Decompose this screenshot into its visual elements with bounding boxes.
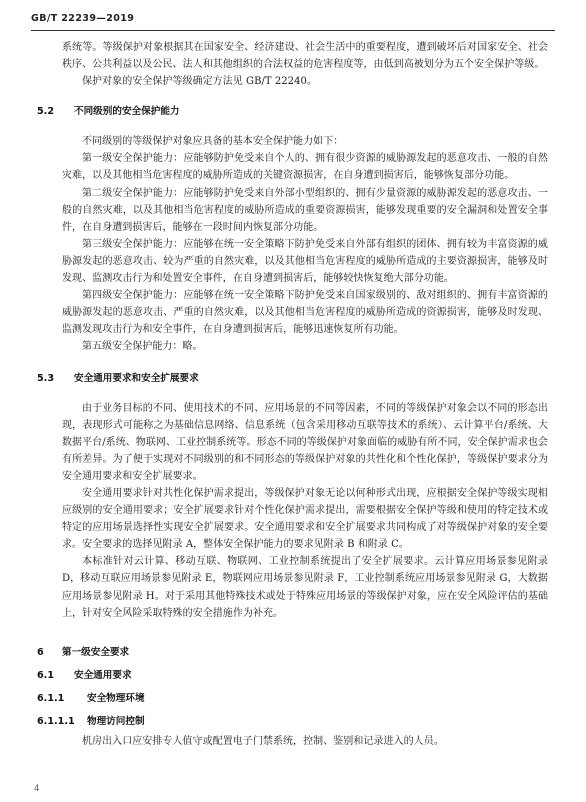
section-6-1-heading bbox=[37, 667, 548, 684]
page-content bbox=[37, 39, 548, 750]
section-title: 物理访问控制 bbox=[87, 715, 145, 727]
standard-code-header: GB/T 22239—2019 bbox=[31, 13, 135, 24]
section-6-1-1-heading bbox=[37, 690, 548, 707]
paragraph: 第三级安全保护能力：应能够在统一安全策略下防护免受来自外部有组织的团体、拥有较为丰富资源的威胁源发起的恶意攻击、较为严重的自然灾难，以及其他相当危害程度的威胁所造成的主要资源损害，能够及时发现、监测攻击行为和处置安全事件，在自身遭到损害后，能够较快恢复绝大部分功能。 bbox=[62, 238, 548, 285]
intro-paragraph-2: 保护对象的安全保护等级确定方法见 GB/T 22240。 bbox=[82, 76, 317, 88]
paragraph: 机房出入口应安排专人值守或配置电子门禁系统，控制、鉴别和记录进入的人员。 bbox=[82, 735, 444, 747]
section-title: 第一级安全要求 bbox=[62, 646, 130, 658]
section-title: 安全通用要求和安全扩展要求 bbox=[74, 372, 199, 384]
header-rule bbox=[31, 30, 555, 31]
paragraph: 第五级安全保护能力：略。 bbox=[82, 341, 203, 353]
section-number: 6 bbox=[37, 646, 44, 658]
intro-paragraph-1: 系统等。等级保护对象根据其在国家安全、经济建设、社会生活中的重要程度，遭到破坏后对国家安全、社会秩序、公共利益以及公民、法人和其他组织的合法权益的危害程度等，由低到高被划分为五个安全保护等级。 bbox=[62, 42, 548, 71]
paragraph: 第四级安全保护能力：应能够在统一安全策略下防护免受来自国家级别的、敌对组织的、拥有丰富资源的威胁源发起的恶意攻击、严重的自然灾难，以及其他相当危害程度的威胁所造成的资源损害，能够及时发现、监测发现攻击行为和安全事件，在自身遭到损害后，能够迅速恢复所有功能。 bbox=[62, 290, 548, 336]
paragraph: 本标准针对云计算、移动互联、物联网、工业控制系统提出了安全扩展要求。云计算应用场景参见附录 D，移动互联应用场景参见附录 E，物联网应用场景参见附录 F，工业控制系统应用场景参见附录 G，大数据应用场景参见附录 H。对于采用其他特殊技术或处于特殊应用场景的等级保护对象，应在安全风险评估的基础上，针对安全风险采取特殊的安全措施作为补充。 bbox=[62, 556, 548, 619]
section-title: 安全通用要求 bbox=[74, 669, 132, 681]
section-number: 6.1.1 bbox=[37, 692, 65, 704]
paragraph: 第二级安全保护能力：应能够防护免受来自外部小型组织的、拥有少量资源的威胁源发起的恶意攻击、一般的自然灾难，以及其他相当危害程度的威胁所造成的重要资源损害，能够发现重要的安全漏洞和处置安全事件，在自身遭到损害后，能够在一段时间内恢复部分功能。 bbox=[62, 187, 548, 233]
section-6-heading bbox=[37, 644, 548, 661]
paragraph: 不同级别的等级保护对象应具备的基本安全保护能力如下： bbox=[82, 136, 344, 148]
page-number: 4 bbox=[34, 784, 40, 794]
section-number: 6.1 bbox=[37, 669, 54, 681]
section-5-3-heading bbox=[37, 370, 548, 387]
section-number: 6.1.1.1 bbox=[37, 715, 75, 727]
section-number: 5.3 bbox=[37, 372, 54, 384]
section-title: 安全物理环境 bbox=[87, 692, 145, 704]
paragraph: 第一级安全保护能力：应能够防护免受来自个人的、拥有很少资源的威胁源发起的恶意攻击、一般的自然灾难，以及其他相当危害程度的威胁所造成的关键资源损害，在自身遭到损害后，能够恢复部分功能。 bbox=[62, 153, 548, 182]
section-number: 5.2 bbox=[37, 106, 54, 118]
paragraph: 由于业务目标的不同、使用技术的不同、应用场景的不同等因素，不同的等级保护对象会以不同的形态出现，表现形式可能称之为基础信息网络、信息系统（包含采用移动互联等技术的系统）、云计算平台/系统、大数据平台/系统、物联网、工业控制系统等。形态不同的等级保护对象面临的威胁有所不同，安全保护需求也会有所差异。为了便于实现对不同级别的和不同形态的等级保护对象的共性化和个性化保护，等级保护要求分为安全通用要求和安全扩展要求。 bbox=[62, 402, 548, 482]
paragraph: 安全通用要求针对共性化保护需求提出，等级保护对象无论以何种形式出现，应根据安全保护等级实现相应级别的安全通用要求；安全扩展要求针对个性化保护需求提出，需要根据安全保护等级和使用的特定技术或特定的应用场景选择性实现安全扩展要求。安全通用要求和安全扩展要求共同构成了对等级保护对象的安全要求。安全要求的选择见附录 A，整体安全保护能力的要求见附录 B 和附录 C。 bbox=[62, 487, 548, 551]
section-title: 不同级别的安全保护能力 bbox=[74, 106, 180, 118]
section-5-2-heading bbox=[37, 103, 548, 120]
section-6-1-1-1-heading bbox=[37, 713, 548, 730]
